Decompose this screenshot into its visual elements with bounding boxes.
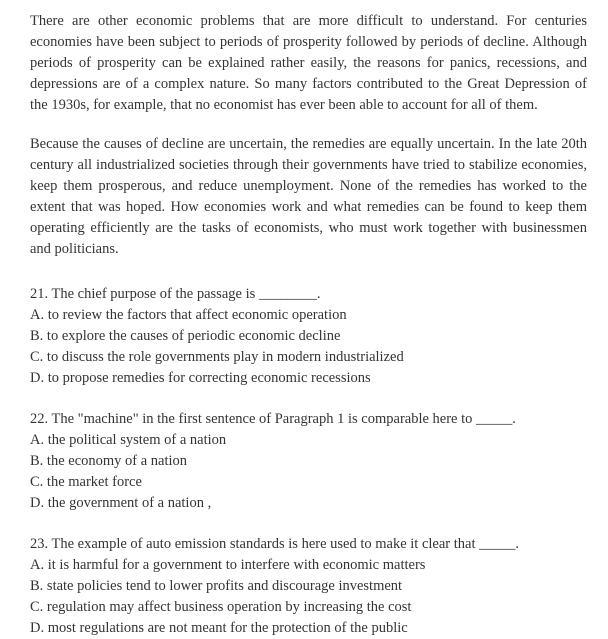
option-text: regulation may affect business operation by increasing the cost [46,599,412,615]
option-d [30,368,587,389]
question-stem [30,534,587,555]
option-letter: D. [30,370,45,386]
option-letter: C. [30,599,44,615]
option-text: to propose remedies for correcting economic recessions [47,370,371,386]
option-b [30,576,587,597]
option-text: to review the factors that affect economic operation [47,307,347,323]
reading-passage [30,11,587,260]
option-d [30,493,587,514]
option-text: state policies tend to lower profits and discourage investment [46,578,403,594]
option-text: to discuss the role governments play in modern industrialized [46,349,404,365]
option-b [30,451,587,472]
question-stem [30,409,587,430]
option-letter: A. [30,307,45,323]
option-letter: A. [30,557,45,573]
option-letter: C. [30,474,44,490]
option-d [30,618,587,639]
option-letter: D. [30,495,45,511]
question-22 [30,409,587,514]
option-text: the economy of a nation [46,453,188,469]
option-c [30,347,587,368]
option-text: to explore the causes of periodic economic decline [46,328,341,344]
question-number: 22. [30,411,49,427]
option-a [30,555,587,576]
option-c [30,472,587,493]
question-list [30,284,587,639]
option-a [30,305,587,326]
option-letter: A. [30,432,45,448]
option-letter: B. [30,578,44,594]
question-text: The chief purpose of the passage is ________. [51,286,321,302]
passage-paragraph-2: Because the causes of decline are uncertain, the remedies are equally uncertain. In the late 20th century all industrialized societies through their governments have tried to stabilize economies, keep them prosperous, and reduce unemployment. None of the remedies has worked to the extent that was hoped. How economies work and what remedies can be found to keep them operating efficiently are the tasks of economists, who must work together with businessmen and politicians. [30,136,587,257]
option-a [30,430,587,451]
question-stem [30,284,587,305]
question-23 [30,534,587,639]
option-letter: B. [30,328,44,344]
option-text: it is harmful for a government to interfere with economic matters [47,557,426,573]
option-letter: D. [30,620,45,636]
option-c [30,597,587,618]
option-letter: B. [30,453,44,469]
question-text: The "machine" in the first sentence of Paragraph 1 is comparable here to _____. [51,411,516,427]
passage-paragraph-1: There are other economic problems that are more difficult to understand. For centuries economies have been subject to periods of prosperity followed by periods of decline. Although periods of prosperity can be explained rather easily, the reasons for panics, recessions, and depressions are of a complex nature. So many factors contributed to the Great Depression of the 1930s, for example, that no economist has ever been able to account for all of them. [30,13,587,113]
option-text: the market force [46,474,142,490]
question-number: 23. [30,536,49,552]
question-number: 21. [30,286,49,302]
option-text: the government of a nation , [47,495,212,511]
option-text: most regulations are not meant for the protection of the public [47,620,408,636]
question-text: The example of auto emission standards is here used to make it clear that _____. [51,536,519,552]
question-21 [30,284,587,389]
option-letter: C. [30,349,44,365]
option-text: the political system of a nation [47,432,227,448]
option-b [30,326,587,347]
